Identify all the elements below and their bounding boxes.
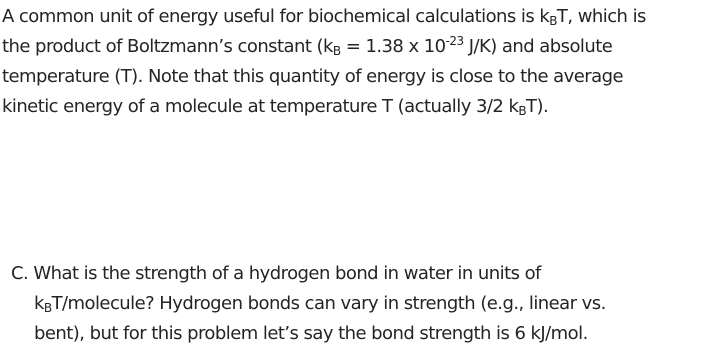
question-line-1: C. What is the strength of a hydrogen bond in water in units of [11,263,541,284]
question-text: T/molecule? Hydrogen bonds can vary in strength (e.g., linear vs. [51,293,606,314]
intro-line-1 [2,2,646,32]
question-line-3: bent), but for this problem let’s say the bond strength is 6 kJ/mol. [34,323,588,344]
question-line-2 [11,289,606,319]
exponent-superscript: -23 [445,34,464,48]
intro-line-3: temperature (T). Note that this quantity of energy is close to the average [2,66,624,87]
intro-text: A common unit of energy useful for biochemical calculations is k [2,6,550,27]
boltzmann-subscript: B [549,14,557,28]
intro-text: kinetic energy of a molecule at temperature T (actually 3/2 k [2,96,519,117]
intro-text: J/K) and absolute [463,36,613,57]
boltzmann-subscript: B [43,301,52,315]
intro-line-4 [2,92,646,122]
boltzmann-subscript: B [332,44,341,58]
intro-paragraph [2,2,646,122]
question-text: k [34,293,44,314]
question-c [11,259,606,349]
intro-text: the product of Boltzmann’s constant (k [2,36,333,57]
intro-text: T, which is [556,6,646,27]
intro-line-2 [2,32,646,62]
intro-text: = 1.38 x 10 [340,36,446,57]
boltzmann-subscript: B [518,104,527,118]
intro-text: T). [526,96,549,117]
